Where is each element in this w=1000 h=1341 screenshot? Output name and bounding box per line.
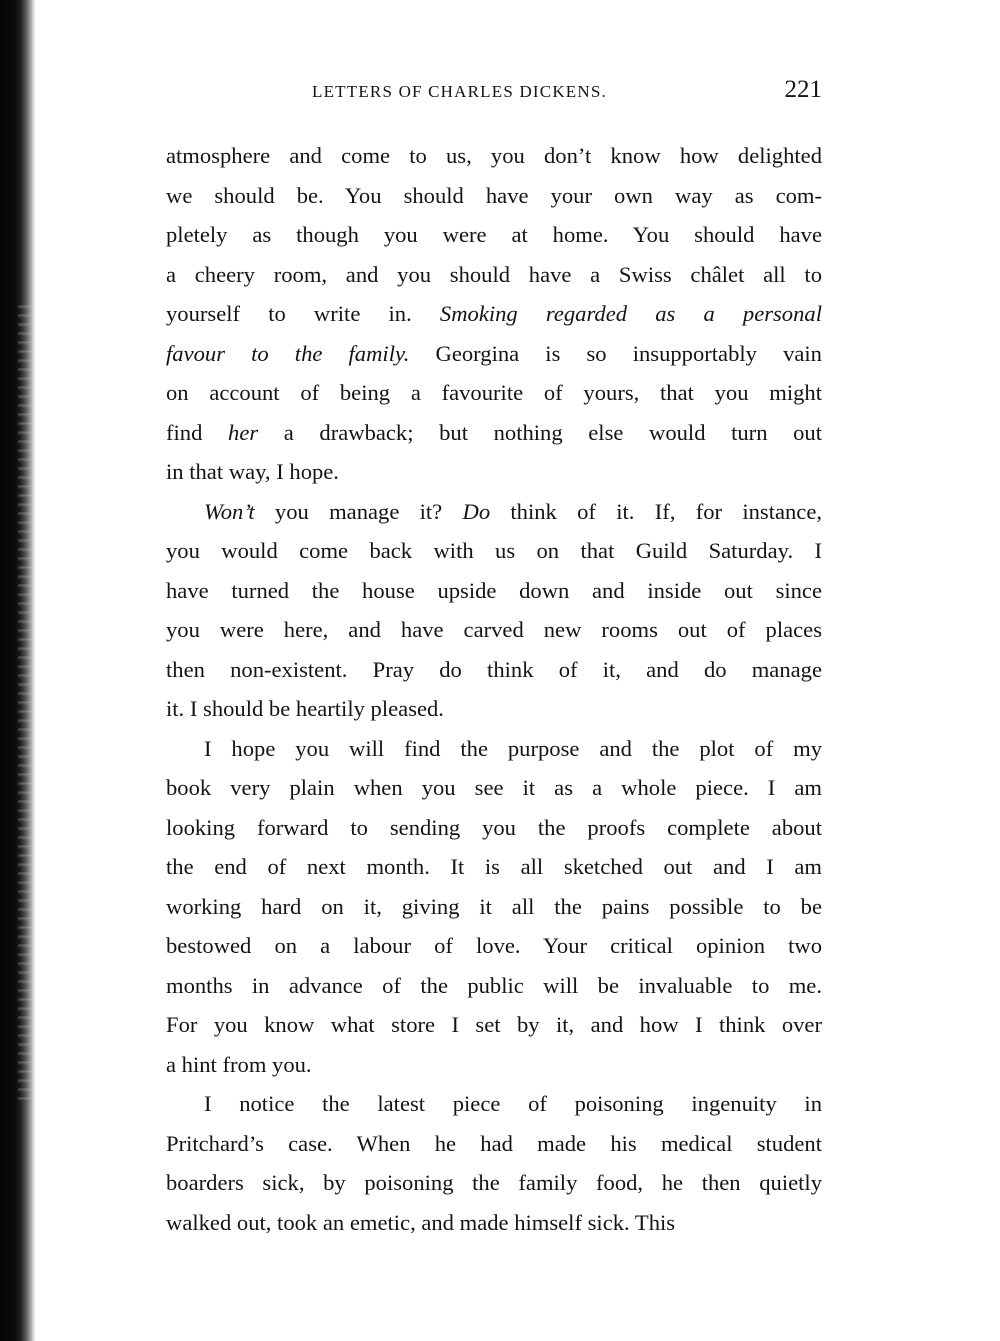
text-run: find: [166, 419, 229, 445]
paragraph: [166, 136, 822, 492]
text-run: you manage it?: [254, 498, 463, 524]
text-line: [166, 136, 822, 176]
text-line: [166, 966, 822, 1006]
text-line: [166, 1203, 822, 1243]
text-line: [166, 413, 822, 453]
text-line: [166, 689, 822, 729]
paragraph: [166, 729, 822, 1085]
binding-texture: [18, 300, 32, 1100]
text-line: [166, 334, 822, 374]
text-line: [166, 650, 822, 690]
text-run: you were here, and have carved new rooms out of places: [166, 617, 822, 642]
italic-text: favour to the family.: [166, 340, 410, 366]
text-line: [166, 768, 822, 808]
italic-text: Do: [462, 498, 491, 524]
text-run: For you know what store I set by it, and how I think over: [166, 1012, 822, 1037]
text-run: yourself to write in.: [166, 301, 440, 326]
text-run: the end of next month. It is all sketched out and I am: [166, 854, 822, 879]
text-line: [166, 571, 822, 611]
text-run: have turned the house upside down and inside out since: [166, 577, 822, 603]
text-run: Georgina is so insupportably vain: [409, 340, 822, 366]
text-run: I hope you will find the purpose and the plot of my: [204, 735, 822, 761]
text-run: book very plain when you see it as a whole piece. I am: [166, 775, 822, 800]
running-title: LETTERS OF CHARLES DICKENS.: [312, 82, 607, 101]
text-line: [166, 610, 822, 650]
text-line: [166, 452, 822, 492]
text-run: we should be. You should have your own way as com-: [166, 182, 822, 208]
italic-text: her: [228, 419, 259, 445]
italic-text: Won’t: [204, 498, 255, 524]
text-run: pletely as though you were at home. You should have: [166, 222, 822, 247]
paragraph: [166, 492, 822, 729]
text-run: it. I should be heartily pleased.: [166, 696, 444, 721]
text-run: Pritchard’s case. When he had made his medical student: [166, 1130, 822, 1156]
text-run: on account of being a favourite of yours, that you might: [166, 380, 822, 405]
text-run: boarders sick, by poisoning the family food, he then quietly: [166, 1170, 822, 1195]
text-line: [166, 1045, 822, 1085]
body-text: [166, 136, 822, 1242]
text-line: [166, 1163, 822, 1203]
text-run: walked out, took an emetic, and made himself sick. This: [166, 1209, 676, 1235]
text-run: a cheery room, and you should have a Swiss châlet all to: [166, 261, 822, 287]
text-line: [166, 176, 822, 216]
text-line: [166, 847, 822, 887]
text-run: I notice the latest piece of poisoning ingenuity in: [204, 1091, 822, 1116]
text-run: you would come back with us on that Guild Saturday. I: [166, 538, 822, 563]
running-head: [166, 76, 822, 106]
text-line: [166, 887, 822, 927]
text-run: looking forward to sending you the proofs complete about: [166, 814, 822, 840]
text-line: [166, 373, 822, 413]
text-line: [166, 492, 822, 532]
text-run: months in advance of the public will be invaluable to me.: [166, 972, 822, 998]
text-line: [166, 531, 822, 571]
text-line: [166, 926, 822, 966]
text-run: then non-existent. Pray do think of it, and do manage: [166, 656, 822, 682]
text-run: working hard on it, giving it all the pains possible to be: [166, 893, 822, 919]
text-run: in that way, I hope.: [166, 459, 339, 484]
page-number: 221: [784, 76, 822, 103]
text-run: think of it. If, for instance,: [490, 498, 822, 524]
text-line: [166, 1124, 822, 1164]
text-run: a drawback; but nothing else would turn out: [258, 419, 822, 445]
text-run: a hint from you.: [166, 1051, 312, 1077]
text-line: [166, 255, 822, 295]
text-line: [166, 1084, 822, 1124]
text-line: [166, 808, 822, 848]
text-line: [166, 1005, 822, 1045]
text-run: bestowed on a labour of love. Your critical opinion two: [166, 933, 822, 958]
italic-text: Smoking regarded as a personal: [439, 301, 822, 326]
text-run: atmosphere and come to us, you don’t know how delighted: [166, 143, 822, 168]
paragraph: [166, 1084, 822, 1242]
text-line: [166, 215, 822, 255]
text-line: [166, 729, 822, 769]
text-line: [166, 294, 822, 334]
